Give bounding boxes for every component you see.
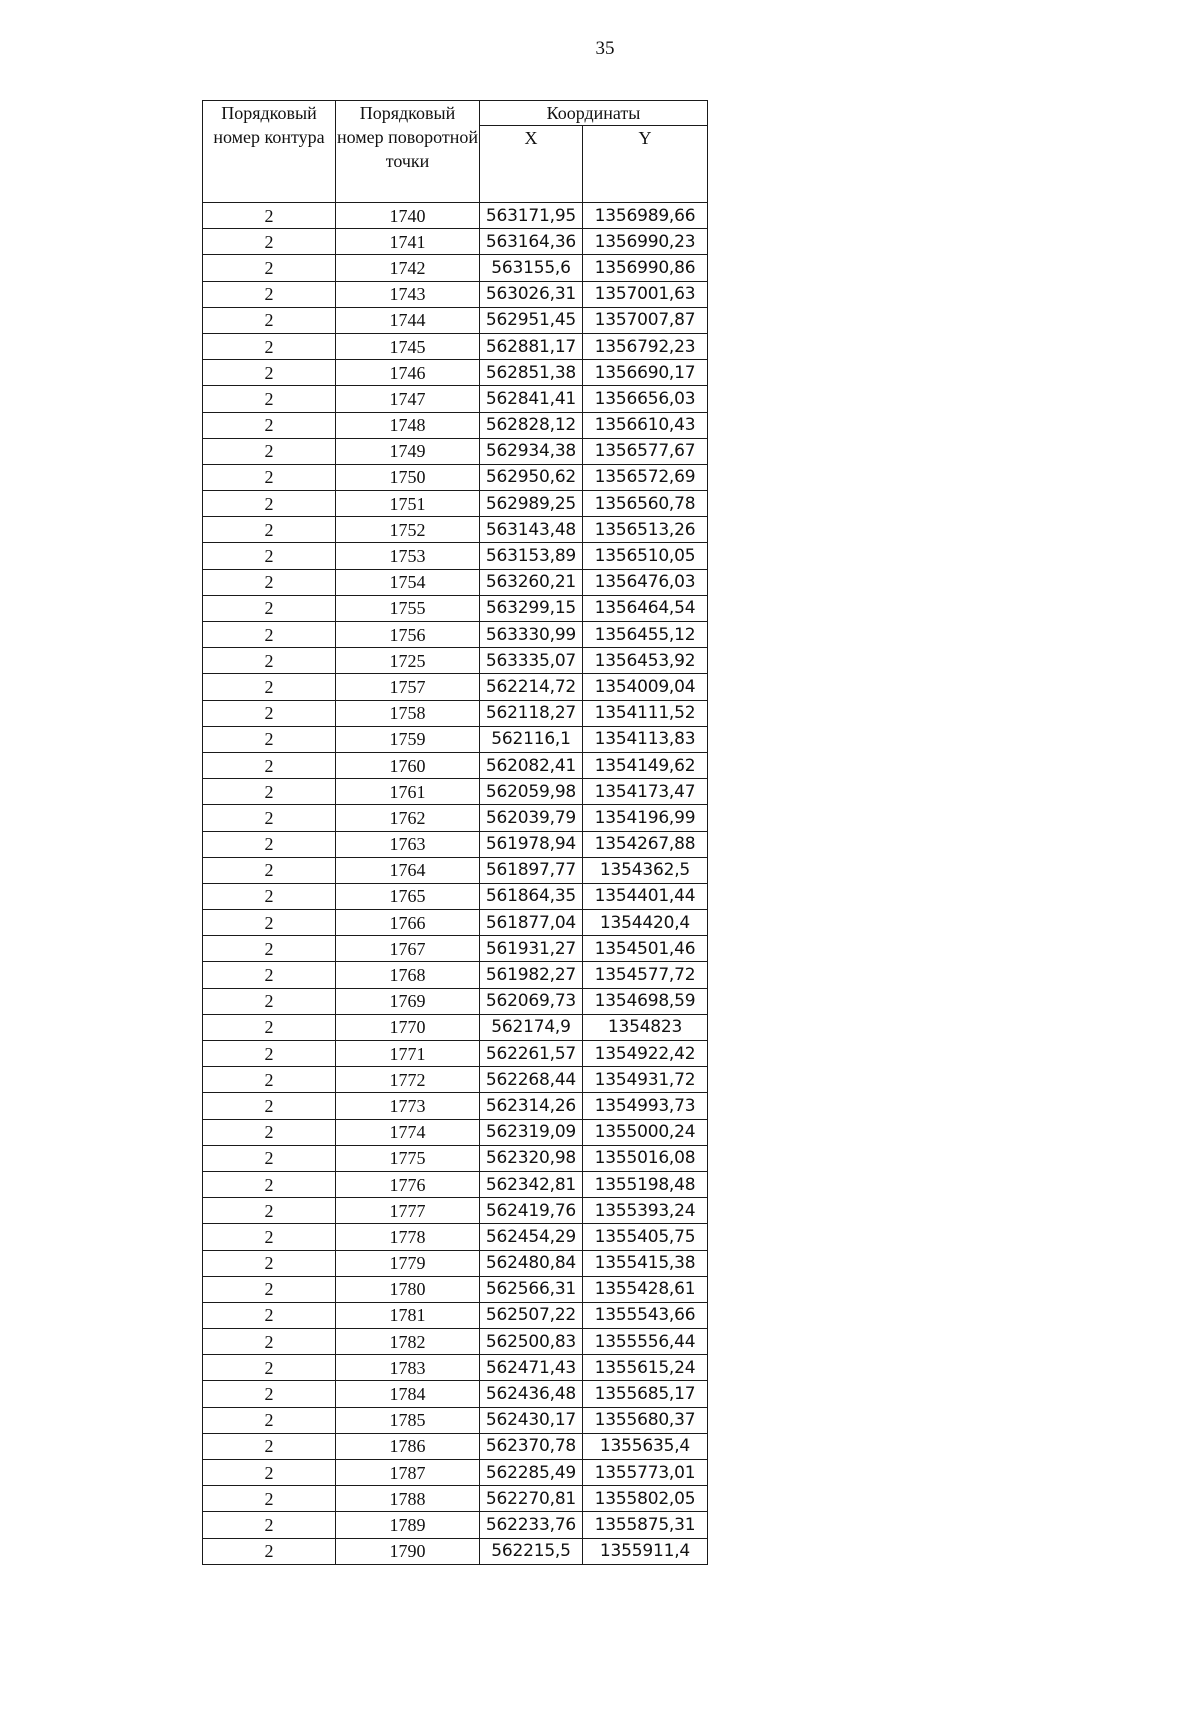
contour-number-cell: 2 (203, 1381, 336, 1407)
point-number-cell: 1779 (336, 1250, 480, 1276)
point-number-cell: 1743 (336, 281, 480, 307)
contour-number-cell: 2 (203, 412, 336, 438)
contour-number-cell: 2 (203, 333, 336, 359)
y-coordinate-cell: 1356656,03 (583, 386, 708, 412)
table-row (203, 857, 708, 883)
contour-number-cell: 2 (203, 281, 336, 307)
y-coordinate-cell: 1354577,72 (583, 962, 708, 988)
table-row (203, 1460, 708, 1486)
header-x: X (480, 126, 583, 203)
contour-number-cell: 2 (203, 1433, 336, 1459)
y-coordinate-cell: 1356453,92 (583, 648, 708, 674)
contour-number-cell: 2 (203, 910, 336, 936)
table-row (203, 1145, 708, 1171)
point-number-cell: 1754 (336, 569, 480, 595)
point-number-cell: 1770 (336, 1014, 480, 1040)
table-row (203, 726, 708, 752)
y-coordinate-cell: 1354113,83 (583, 726, 708, 752)
contour-number-cell: 2 (203, 936, 336, 962)
x-coordinate-cell: 562285,49 (480, 1460, 583, 1486)
y-coordinate-cell: 1354993,73 (583, 1093, 708, 1119)
table-row (203, 648, 708, 674)
y-coordinate-cell: 1354401,44 (583, 883, 708, 909)
x-coordinate-cell: 563164,36 (480, 229, 583, 255)
contour-number-cell: 2 (203, 831, 336, 857)
x-coordinate-cell: 562989,25 (480, 491, 583, 517)
y-coordinate-cell: 1356577,67 (583, 438, 708, 464)
table-row (203, 1302, 708, 1328)
contour-number-cell: 2 (203, 700, 336, 726)
y-coordinate-cell: 1354009,04 (583, 674, 708, 700)
x-coordinate-cell: 562430,17 (480, 1407, 583, 1433)
point-number-cell: 1740 (336, 203, 480, 229)
point-number-cell: 1741 (336, 229, 480, 255)
contour-number-cell: 2 (203, 595, 336, 621)
table-row (203, 438, 708, 464)
point-number-cell: 1784 (336, 1381, 480, 1407)
table-row (203, 595, 708, 621)
point-number-cell: 1759 (336, 726, 480, 752)
point-number-cell: 1765 (336, 883, 480, 909)
x-coordinate-cell: 563171,95 (480, 203, 583, 229)
y-coordinate-cell: 1356476,03 (583, 569, 708, 595)
x-coordinate-cell: 562566,31 (480, 1276, 583, 1302)
contour-number-cell: 2 (203, 752, 336, 778)
x-coordinate-cell: 562059,98 (480, 779, 583, 805)
header-point-number: Порядковый номер поворотной точки (336, 101, 480, 203)
point-number-cell: 1746 (336, 360, 480, 386)
table-row (203, 1119, 708, 1145)
point-number-cell: 1757 (336, 674, 480, 700)
table-row (203, 412, 708, 438)
x-coordinate-cell: 562261,57 (480, 1041, 583, 1067)
y-coordinate-cell: 1355556,44 (583, 1329, 708, 1355)
contour-number-cell: 2 (203, 307, 336, 333)
y-coordinate-cell: 1356610,43 (583, 412, 708, 438)
table-row (203, 962, 708, 988)
header-y: Y (583, 126, 708, 203)
x-coordinate-cell: 562118,27 (480, 700, 583, 726)
point-number-cell: 1750 (336, 464, 480, 490)
table-row (203, 1355, 708, 1381)
x-coordinate-cell: 562507,22 (480, 1302, 583, 1328)
x-coordinate-cell: 562215,5 (480, 1538, 583, 1564)
y-coordinate-cell: 1355000,24 (583, 1119, 708, 1145)
table-row (203, 360, 708, 386)
table-row (203, 1224, 708, 1250)
contour-number-cell: 2 (203, 360, 336, 386)
y-coordinate-cell: 1355415,38 (583, 1250, 708, 1276)
x-coordinate-cell: 561864,35 (480, 883, 583, 909)
point-number-cell: 1785 (336, 1407, 480, 1433)
x-coordinate-cell: 562268,44 (480, 1067, 583, 1093)
x-coordinate-cell: 562950,62 (480, 464, 583, 490)
y-coordinate-cell: 1354362,5 (583, 857, 708, 883)
point-number-cell: 1782 (336, 1329, 480, 1355)
table-row (203, 1041, 708, 1067)
contour-number-cell: 2 (203, 988, 336, 1014)
point-number-cell: 1780 (336, 1276, 480, 1302)
contour-number-cell: 2 (203, 1329, 336, 1355)
point-number-cell: 1775 (336, 1145, 480, 1171)
y-coordinate-cell: 1357007,87 (583, 307, 708, 333)
contour-number-cell: 2 (203, 883, 336, 909)
table-row (203, 1512, 708, 1538)
y-coordinate-cell: 1354698,59 (583, 988, 708, 1014)
contour-number-cell: 2 (203, 962, 336, 988)
table-row (203, 491, 708, 517)
contour-number-cell: 2 (203, 1486, 336, 1512)
y-coordinate-cell: 1355615,24 (583, 1355, 708, 1381)
contour-number-cell: 2 (203, 622, 336, 648)
point-number-cell: 1760 (336, 752, 480, 778)
x-coordinate-cell: 562419,76 (480, 1198, 583, 1224)
y-coordinate-cell: 1355393,24 (583, 1198, 708, 1224)
contour-number-cell: 2 (203, 1407, 336, 1433)
contour-number-cell: 2 (203, 1067, 336, 1093)
table-row (203, 779, 708, 805)
y-coordinate-cell: 1355680,37 (583, 1407, 708, 1433)
y-coordinate-cell: 1354922,42 (583, 1041, 708, 1067)
x-coordinate-cell: 563260,21 (480, 569, 583, 595)
y-coordinate-cell: 1356560,78 (583, 491, 708, 517)
y-coordinate-cell: 1355875,31 (583, 1512, 708, 1538)
contour-number-cell: 2 (203, 203, 336, 229)
contour-number-cell: 2 (203, 857, 336, 883)
point-number-cell: 1771 (336, 1041, 480, 1067)
x-coordinate-cell: 563153,89 (480, 543, 583, 569)
table-row (203, 1067, 708, 1093)
table-row (203, 805, 708, 831)
y-coordinate-cell: 1356464,54 (583, 595, 708, 621)
table-row (203, 910, 708, 936)
x-coordinate-cell: 562214,72 (480, 674, 583, 700)
x-coordinate-cell: 561877,04 (480, 910, 583, 936)
header-coordinates: Координаты (480, 101, 708, 126)
table-row (203, 569, 708, 595)
contour-number-cell: 2 (203, 674, 336, 700)
table-row (203, 1093, 708, 1119)
x-coordinate-cell: 562454,29 (480, 1224, 583, 1250)
contour-number-cell: 2 (203, 1093, 336, 1119)
x-coordinate-cell: 562116,1 (480, 726, 583, 752)
point-number-cell: 1751 (336, 491, 480, 517)
y-coordinate-cell: 1354823 (583, 1014, 708, 1040)
x-coordinate-cell: 563026,31 (480, 281, 583, 307)
point-number-cell: 1787 (336, 1460, 480, 1486)
point-number-cell: 1748 (336, 412, 480, 438)
point-number-cell: 1747 (336, 386, 480, 412)
contour-number-cell: 2 (203, 1250, 336, 1276)
point-number-cell: 1768 (336, 962, 480, 988)
table-row (203, 281, 708, 307)
table-row (203, 752, 708, 778)
y-coordinate-cell: 1355198,48 (583, 1171, 708, 1197)
table-row (203, 1014, 708, 1040)
y-coordinate-cell: 1355543,66 (583, 1302, 708, 1328)
table-row (203, 543, 708, 569)
table-row (203, 229, 708, 255)
point-number-cell: 1764 (336, 857, 480, 883)
point-number-cell: 1769 (336, 988, 480, 1014)
x-coordinate-cell: 562342,81 (480, 1171, 583, 1197)
header-contour-number: Порядковый номер контура (203, 101, 336, 203)
x-coordinate-cell: 562828,12 (480, 412, 583, 438)
table-row (203, 255, 708, 281)
y-coordinate-cell: 1356455,12 (583, 622, 708, 648)
x-coordinate-cell: 563335,07 (480, 648, 583, 674)
y-coordinate-cell: 1355685,17 (583, 1381, 708, 1407)
point-number-cell: 1763 (336, 831, 480, 857)
x-coordinate-cell: 562370,78 (480, 1433, 583, 1459)
x-coordinate-cell: 562500,83 (480, 1329, 583, 1355)
y-coordinate-cell: 1355405,75 (583, 1224, 708, 1250)
y-coordinate-cell: 1355635,4 (583, 1433, 708, 1459)
point-number-cell: 1762 (336, 805, 480, 831)
x-coordinate-cell: 562436,48 (480, 1381, 583, 1407)
table-row (203, 1433, 708, 1459)
x-coordinate-cell: 562270,81 (480, 1486, 583, 1512)
y-coordinate-cell: 1355428,61 (583, 1276, 708, 1302)
y-coordinate-cell: 1355911,4 (583, 1538, 708, 1564)
contour-number-cell: 2 (203, 1198, 336, 1224)
point-number-cell: 1755 (336, 595, 480, 621)
contour-number-cell: 2 (203, 1119, 336, 1145)
table-row (203, 464, 708, 490)
contour-number-cell: 2 (203, 255, 336, 281)
y-coordinate-cell: 1354501,46 (583, 936, 708, 962)
contour-number-cell: 2 (203, 1041, 336, 1067)
x-coordinate-cell: 562951,45 (480, 307, 583, 333)
contour-number-cell: 2 (203, 1014, 336, 1040)
point-number-cell: 1753 (336, 543, 480, 569)
x-coordinate-cell: 563143,48 (480, 517, 583, 543)
y-coordinate-cell: 1355016,08 (583, 1145, 708, 1171)
contour-number-cell: 2 (203, 1512, 336, 1538)
point-number-cell: 1742 (336, 255, 480, 281)
point-number-cell: 1773 (336, 1093, 480, 1119)
contour-number-cell: 2 (203, 1538, 336, 1564)
x-coordinate-cell: 562320,98 (480, 1145, 583, 1171)
table-row (203, 1250, 708, 1276)
table-row (203, 333, 708, 359)
contour-number-cell: 2 (203, 517, 336, 543)
y-coordinate-cell: 1356989,66 (583, 203, 708, 229)
y-coordinate-cell: 1354111,52 (583, 700, 708, 726)
x-coordinate-cell: 561982,27 (480, 962, 583, 988)
x-coordinate-cell: 562471,43 (480, 1355, 583, 1381)
point-number-cell: 1774 (336, 1119, 480, 1145)
table-body (203, 203, 708, 1565)
table-row (203, 1381, 708, 1407)
contour-number-cell: 2 (203, 1302, 336, 1328)
x-coordinate-cell: 562841,41 (480, 386, 583, 412)
y-coordinate-cell: 1354196,99 (583, 805, 708, 831)
table-row (203, 1276, 708, 1302)
point-number-cell: 1788 (336, 1486, 480, 1512)
table-row (203, 988, 708, 1014)
x-coordinate-cell: 562082,41 (480, 752, 583, 778)
table-row (203, 622, 708, 648)
x-coordinate-cell: 562851,38 (480, 360, 583, 386)
contour-number-cell: 2 (203, 805, 336, 831)
y-coordinate-cell: 1356990,86 (583, 255, 708, 281)
point-number-cell: 1745 (336, 333, 480, 359)
table-row (203, 1407, 708, 1433)
point-number-cell: 1758 (336, 700, 480, 726)
table-row (203, 517, 708, 543)
coordinates-table (202, 100, 708, 1565)
table-row (203, 700, 708, 726)
x-coordinate-cell: 563330,99 (480, 622, 583, 648)
contour-number-cell: 2 (203, 1145, 336, 1171)
y-coordinate-cell: 1354420,4 (583, 910, 708, 936)
y-coordinate-cell: 1356690,17 (583, 360, 708, 386)
table-row (203, 307, 708, 333)
point-number-cell: 1772 (336, 1067, 480, 1093)
point-number-cell: 1781 (336, 1302, 480, 1328)
x-coordinate-cell: 562319,09 (480, 1119, 583, 1145)
point-number-cell: 1778 (336, 1224, 480, 1250)
y-coordinate-cell: 1355773,01 (583, 1460, 708, 1486)
point-number-cell: 1756 (336, 622, 480, 648)
contour-number-cell: 2 (203, 1276, 336, 1302)
point-number-cell: 1767 (336, 936, 480, 962)
x-coordinate-cell: 561978,94 (480, 831, 583, 857)
x-coordinate-cell: 563299,15 (480, 595, 583, 621)
table-row (203, 883, 708, 909)
table-row (203, 831, 708, 857)
table-row (203, 936, 708, 962)
contour-number-cell: 2 (203, 1460, 336, 1486)
y-coordinate-cell: 1354267,88 (583, 831, 708, 857)
table-row (203, 1486, 708, 1512)
y-coordinate-cell: 1354173,47 (583, 779, 708, 805)
contour-number-cell: 2 (203, 726, 336, 752)
point-number-cell: 1752 (336, 517, 480, 543)
table-row (203, 386, 708, 412)
contour-number-cell: 2 (203, 569, 336, 595)
table-row (203, 1171, 708, 1197)
x-coordinate-cell: 562233,76 (480, 1512, 583, 1538)
contour-number-cell: 2 (203, 464, 336, 490)
table-row (203, 203, 708, 229)
y-coordinate-cell: 1356792,23 (583, 333, 708, 359)
contour-number-cell: 2 (203, 1355, 336, 1381)
contour-number-cell: 2 (203, 543, 336, 569)
point-number-cell: 1783 (336, 1355, 480, 1381)
point-number-cell: 1776 (336, 1171, 480, 1197)
contour-number-cell: 2 (203, 386, 336, 412)
y-coordinate-cell: 1356510,05 (583, 543, 708, 569)
contour-number-cell: 2 (203, 1224, 336, 1250)
x-coordinate-cell: 563155,6 (480, 255, 583, 281)
point-number-cell: 1766 (336, 910, 480, 936)
y-coordinate-cell: 1356572,69 (583, 464, 708, 490)
point-number-cell: 1761 (336, 779, 480, 805)
x-coordinate-cell: 561931,27 (480, 936, 583, 962)
y-coordinate-cell: 1356990,23 (583, 229, 708, 255)
page-number: 35 (595, 38, 615, 59)
y-coordinate-cell: 1355802,05 (583, 1486, 708, 1512)
x-coordinate-cell: 562069,73 (480, 988, 583, 1014)
point-number-cell: 1790 (336, 1538, 480, 1564)
point-number-cell: 1725 (336, 648, 480, 674)
point-number-cell: 1749 (336, 438, 480, 464)
contour-number-cell: 2 (203, 648, 336, 674)
y-coordinate-cell: 1354931,72 (583, 1067, 708, 1093)
x-coordinate-cell: 562314,26 (480, 1093, 583, 1119)
contour-number-cell: 2 (203, 438, 336, 464)
contour-number-cell: 2 (203, 779, 336, 805)
table-row (203, 674, 708, 700)
contour-number-cell: 2 (203, 1171, 336, 1197)
y-coordinate-cell: 1356513,26 (583, 517, 708, 543)
y-coordinate-cell: 1354149,62 (583, 752, 708, 778)
table-row (203, 1538, 708, 1564)
x-coordinate-cell: 562881,17 (480, 333, 583, 359)
table-row (203, 1198, 708, 1224)
contour-number-cell: 2 (203, 229, 336, 255)
point-number-cell: 1786 (336, 1433, 480, 1459)
x-coordinate-cell: 561897,77 (480, 857, 583, 883)
x-coordinate-cell: 562174,9 (480, 1014, 583, 1040)
x-coordinate-cell: 562480,84 (480, 1250, 583, 1276)
point-number-cell: 1777 (336, 1198, 480, 1224)
x-coordinate-cell: 562039,79 (480, 805, 583, 831)
point-number-cell: 1789 (336, 1512, 480, 1538)
y-coordinate-cell: 1357001,63 (583, 281, 708, 307)
contour-number-cell: 2 (203, 491, 336, 517)
table-row (203, 1329, 708, 1355)
point-number-cell: 1744 (336, 307, 480, 333)
x-coordinate-cell: 562934,38 (480, 438, 583, 464)
